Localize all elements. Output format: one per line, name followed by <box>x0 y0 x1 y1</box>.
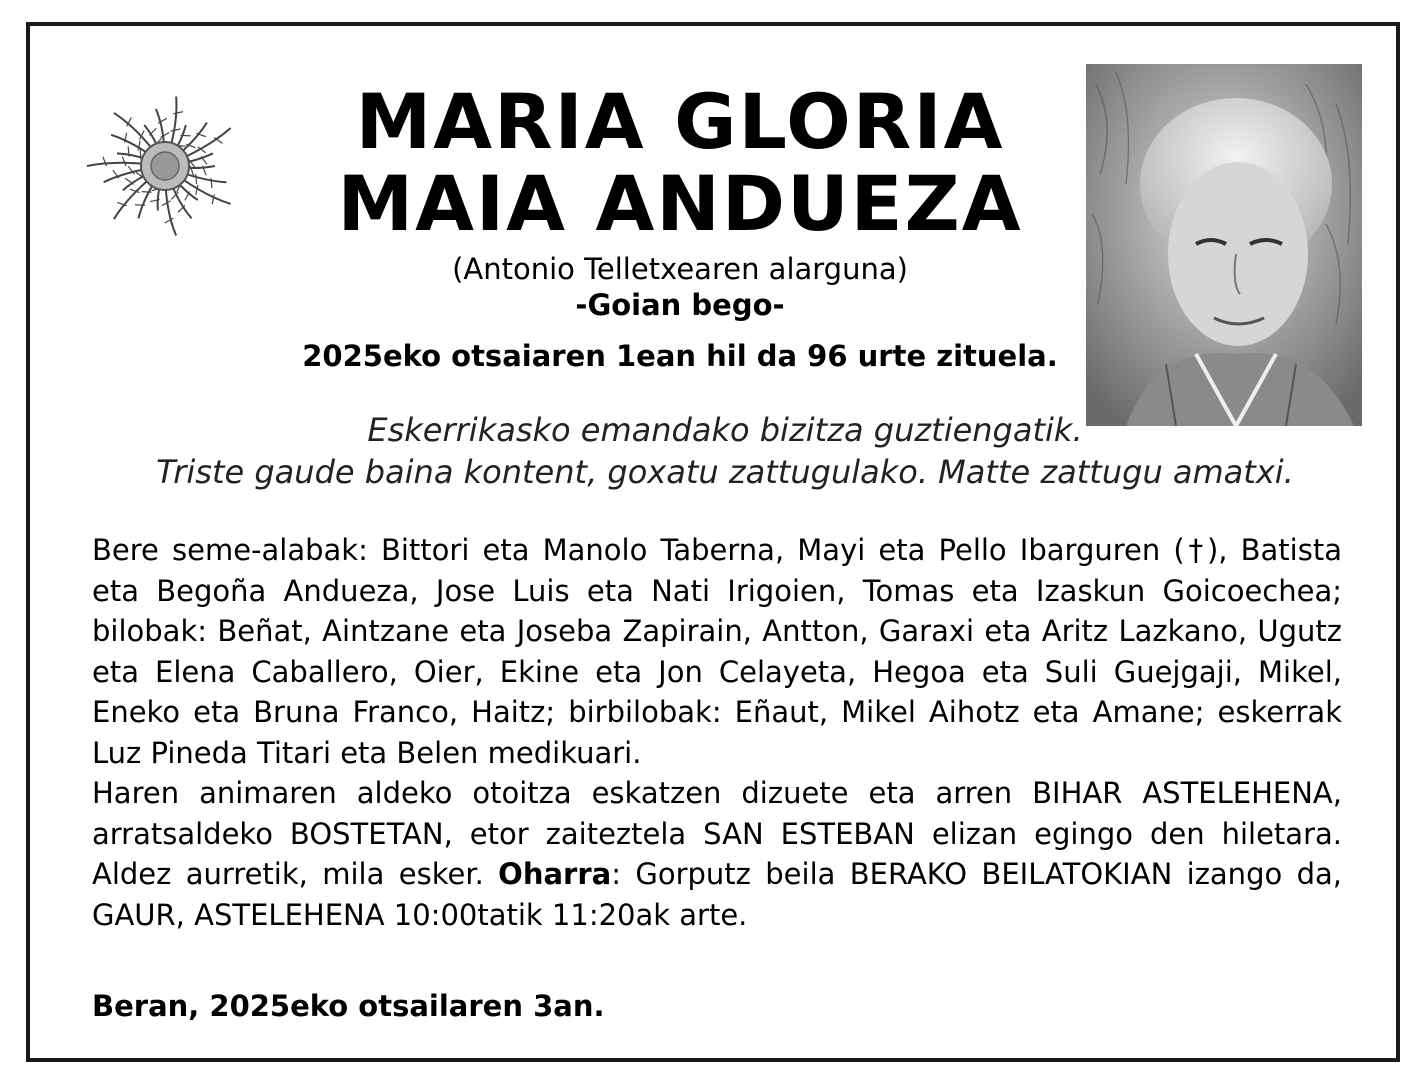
portrait-photo <box>1086 64 1362 426</box>
family-paragraph: Bere seme-alabak: Bittori eta Manolo Taberna, Mayi eta Pello Ibarguren (†), Batista eta Begoña Andueza, Jose Luis eta Nati Irigoien, Tomas eta Izaskun Goicoechea; bilobak: Beñat, Aintzane eta Joseba Zapirain, Antton, Garaxi eta Aritz Lazkano, Ugutz eta Elena Caballero, Oier, Ekine eta Jon Celayeta, Hegoa eta Suli Guejgaji, Mikel, Eneko eta Bruna Franco, Haitz; birbilobak: Eñaut, Mikel Aihotz eta Amane; eskerrak Luz Pineda Titari eta Belen medikuari. <box>92 533 1342 770</box>
note-label: Oharra <box>498 857 612 891</box>
deceased-name-last: MAIA ANDUEZA <box>337 159 1023 248</box>
spouse-note: (Antonio Telletxearen alarguna) <box>452 252 908 286</box>
prayer-line: -Goian bego- <box>575 288 785 322</box>
quote-line-2: Triste gaude baina kontent, goxatu zattugulako. Matte zattugu amatxi. <box>156 453 1294 491</box>
quote-line-1: Eskerrikasko emandako bizitza guztiengatik. <box>367 411 1083 449</box>
deceased-name-first: MARIA GLORIA <box>355 77 1005 166</box>
death-notice: 2025eko otsaiaren 1ean hil da 96 urte zituela. <box>302 339 1058 373</box>
place-date: Beran, 2025eko otsailaren 3an. <box>92 989 605 1023</box>
thistle-icon <box>76 86 254 246</box>
funeral-text: Haren animaren aldeko otoitza eskatzen dizuete eta arren BIHAR ASTELEHENA, arratsaldeko BOSTETAN, etor zaiteztela SAN ESTEBAN elizan egingo den hiletara. Aldez aurretik, mila esker. <box>92 776 1342 891</box>
notice-body <box>92 530 1342 935</box>
note-text: : Gorputz beila BERAKO BEILATOKIAN izango da, GAUR, ASTELEHENA 10:00tatik 11:20ak arte. <box>92 857 1342 932</box>
funeral-paragraph <box>92 773 1342 935</box>
